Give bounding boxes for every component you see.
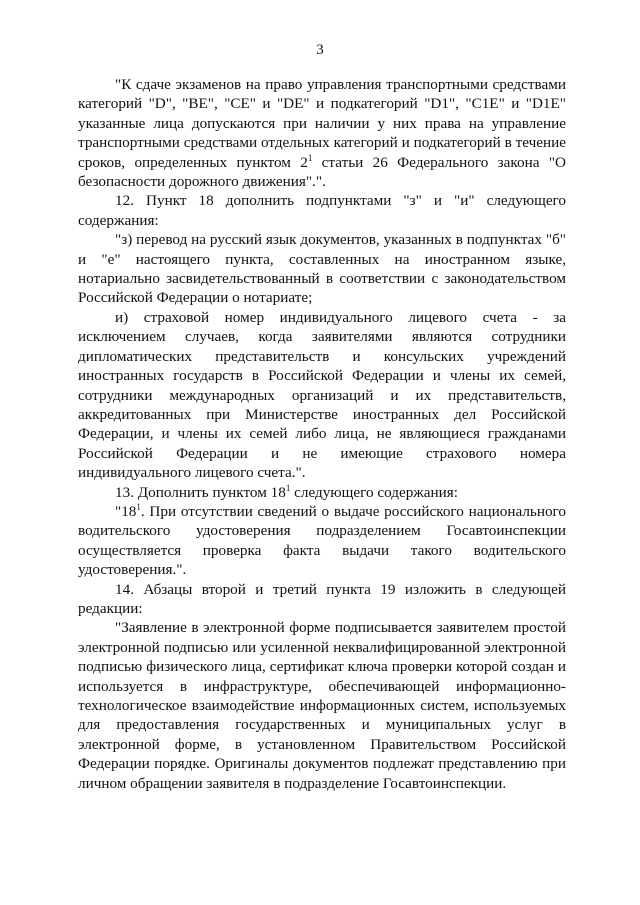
page-number: 3 [316,42,324,58]
paragraph-exam-admission [78,75,566,191]
paragraph-item-12: 12. Пункт 18 дополнить подпунктами "з" и "и" следующего содержания: [78,192,566,229]
paragraph-subitem-z: "з) перевод на русский язык документов, указанных в подпунктах "б" и "е" настоящего пункта, составленных на иностранном языке, нотариально засвидетельствованный в соответствии с законодательством Российской Федерации о нотариате; [78,231,566,307]
paragraph-item-18-1 [78,502,566,580]
paragraph-text: следующего содержания: [290,483,458,501]
paragraph-text: "18 [115,502,137,520]
document-body [78,75,566,793]
paragraph-text: . При отсутствии сведений о выдаче российского национального водительского удостоверения подразделением Госавтоинспекции осуществляется проверка факта выдачи такого водительского удостоверения.". [78,502,566,579]
paragraph-item-13 [78,483,566,502]
paragraph-text: "К сдаче экзаменов на право управления транспортными средствами категорий "D", "BE", "CE" и "DE" и подкатегорий "D1", "C1E" и "D1E" указанные лица допускаются при наличии у них права на управление транспортными средствами отдельных категорий и подкатегорий в течение сроков, определенных пунктом 2 [78,76,566,171]
paragraph-item-14: 14. Абзацы второй и третий пункта 19 изложить в следующей редакции: [78,580,566,617]
superscript: 1 [307,152,313,163]
paragraph-text: 13. Дополнить пунктом 18 [115,483,286,501]
paragraph-text: статьи 26 Федерального закона "О безопасности дорожного движения".". [78,153,566,191]
paragraph-electronic-application: "Заявление в электронной форме подписывается заявителем простой электронной подписью или усиленной неквалифицированной электронной подписью физического лица, сертификат ключа проверки которой создан и используется в инфраструктуре, обеспечивающей информационно-технологическое взаимодействие информационных систем, используемых для предоставления государственных и муниципальных услуг в электронной форме, в установленном Правительством Российской Федерации порядке. Оригиналы документов подлежат представлению при личном обращении заявителя в подразделение Госавтоинспекции. [78,619,566,792]
paragraph-subitem-i: и) страховой номер индивидуального лицевого счета - за исключением случаев, когда заявителями являются сотрудники дипломатических представительств и консульских учреждений иностранных государств в Российской Федерации и члены их семей, сотрудники международных организаций и их представительств, аккредитованных при Министерстве иностранных дел Российской Федерации, и члены их семей либо лица, не являющиеся гражданами Российской Федерации и не имеющие страхового номера индивидуального лицевого счета.". [78,308,566,482]
superscript: 1 [136,501,141,512]
superscript: 1 [285,482,291,493]
